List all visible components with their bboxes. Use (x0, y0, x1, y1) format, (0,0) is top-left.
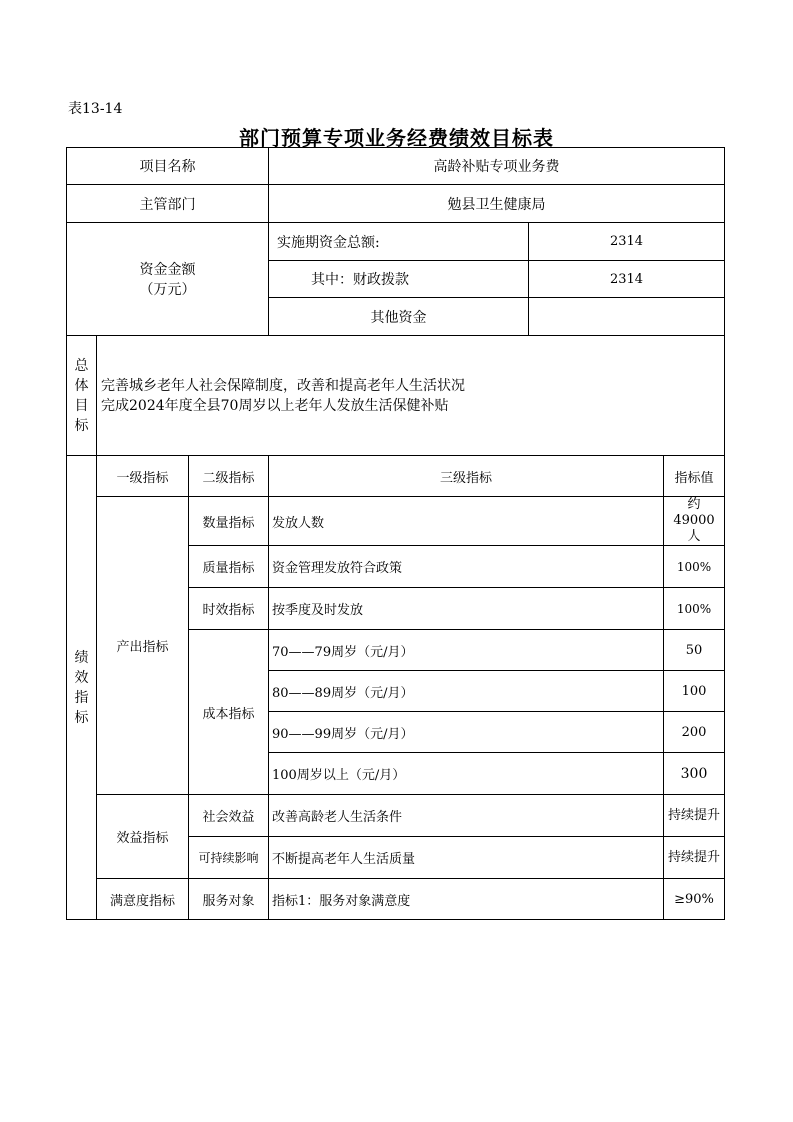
satisfaction-item: 指标1：服务对象满意度 (269, 879, 664, 920)
timeliness-item: 按季度及时发放 (269, 588, 664, 630)
department-value: 勉县卫生健康局 (269, 185, 725, 223)
department-label: 主管部门 (67, 185, 269, 223)
sustain-label: 可持续影响 (189, 837, 269, 879)
performance-target-table (66, 147, 725, 920)
fiscal-funds-label: 其中：财政拨款 (269, 261, 529, 298)
table-row (67, 185, 725, 223)
table-row (67, 148, 725, 185)
table-number: 表13-14 (68, 101, 123, 117)
header-level2: 二级指标 (189, 456, 269, 497)
table-row (67, 336, 725, 456)
other-funds-label: 其他资金 (269, 298, 529, 336)
quality-item: 资金管理发放符合政策 (269, 546, 664, 588)
performance-label: 绩 效 指 标 (67, 456, 97, 920)
benefit-level1: 效益指标 (97, 795, 189, 879)
satisfaction-level2: 服务对象 (189, 879, 269, 920)
quantity-item: 发放人数 (269, 497, 664, 546)
overall-goal-line1: 完善城乡老年人社会保障制度，改善和提高老年人生活状况 (101, 377, 465, 394)
overall-goal-label: 总 体 目 标 (67, 336, 97, 456)
quantity-value: 约49000人 (664, 497, 725, 546)
cost-value: 300 (664, 753, 725, 795)
page-title: 部门预算专项业务经费绩效目标表 (239, 126, 554, 150)
cost-item: 100周岁以上（元/月） (269, 753, 664, 795)
timeliness-value: 100% (664, 588, 725, 630)
social-benefit-value: 持续提升 (664, 795, 725, 837)
total-funds-label: 实施期资金总额: (269, 223, 529, 261)
cost-item: 80——89周岁（元/月） (269, 671, 664, 712)
funds-label-line1: 资金金额 (139, 262, 196, 278)
quality-value: 100% (664, 546, 725, 588)
social-benefit-label: 社会效益 (189, 795, 269, 837)
cost-value: 50 (664, 630, 725, 671)
overall-goal-text (97, 336, 725, 456)
cost-item: 70——79周岁（元/月） (269, 630, 664, 671)
funds-label-line2: （万元） (139, 282, 196, 298)
quality-label: 质量指标 (189, 546, 269, 588)
satisfaction-value: ≥90% (664, 879, 725, 920)
funds-label (67, 223, 269, 336)
cost-label: 成本指标 (189, 630, 269, 795)
output-level1: 产出指标 (97, 497, 189, 795)
table-row (67, 879, 725, 920)
social-benefit-item: 改善高龄老人生活条件 (269, 795, 664, 837)
timeliness-label: 时效指标 (189, 588, 269, 630)
quantity-label: 数量指标 (189, 497, 269, 546)
cost-value: 200 (664, 712, 725, 753)
table-row (67, 497, 725, 546)
other-funds-value (529, 298, 725, 336)
cost-value: 100 (664, 671, 725, 712)
project-name-label: 项目名称 (67, 148, 269, 185)
fiscal-funds-value: 2314 (529, 261, 725, 298)
sustain-item: 不断提高老年人生活质量 (269, 837, 664, 879)
header-value: 指标值 (664, 456, 725, 497)
satisfaction-level1: 满意度指标 (97, 879, 189, 920)
overall-goal-line2: 完成2024年度全县70周岁以上老年人发放生活保健补贴 (101, 397, 449, 414)
header-level3: 三级指标 (269, 456, 664, 497)
cost-item: 90——99周岁（元/月） (269, 712, 664, 753)
sustain-value: 持续提升 (664, 837, 725, 879)
table-row (67, 456, 725, 497)
project-name-value: 高龄补贴专项业务费 (269, 148, 725, 185)
header-level1: 一级指标 (97, 456, 189, 497)
total-funds-value: 2314 (529, 223, 725, 261)
table-row (67, 223, 725, 261)
table-row (67, 795, 725, 837)
